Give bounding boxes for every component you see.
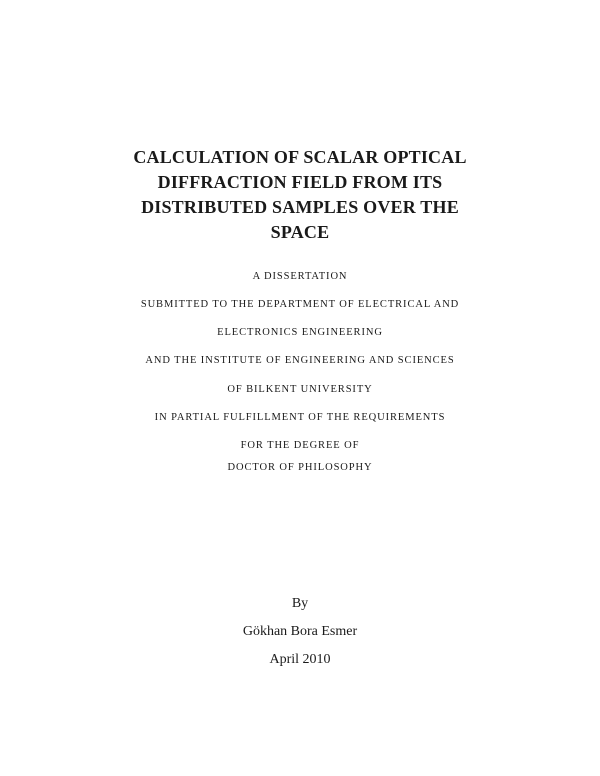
- submission-line: IN PARTIAL FULFILLMENT OF THE REQUIREMENTS: [154, 412, 446, 423]
- title-line: DIFFRACTION FIELD FROM ITS: [157, 172, 443, 192]
- title-line: SPACE: [270, 222, 330, 242]
- title-line: DISTRIBUTED SAMPLES OVER THE: [141, 197, 459, 217]
- submission-line: AND THE INSTITUTE OF ENGINEERING AND SCIENCES: [145, 355, 455, 366]
- submission-line: A DISSERTATION: [252, 271, 348, 282]
- submission-line: SUBMITTED TO THE DEPARTMENT OF ELECTRICAL AND: [140, 299, 460, 310]
- dissertation-title: [0, 145, 600, 245]
- title-line: CALCULATION OF SCALAR OPTICAL: [133, 147, 467, 167]
- submission-line: ELECTRONICS ENGINEERING: [217, 327, 383, 338]
- degree-line: DOCTOR OF PHILOSOPHY: [227, 462, 373, 473]
- submission-date: April 2010: [269, 652, 331, 667]
- by-label: By: [291, 596, 309, 611]
- submission-line: FOR THE DEGREE OF: [240, 440, 360, 451]
- author-name: Gökhan Bora Esmer: [242, 624, 358, 639]
- submission-line: OF BILKENT UNIVERSITY: [227, 384, 373, 395]
